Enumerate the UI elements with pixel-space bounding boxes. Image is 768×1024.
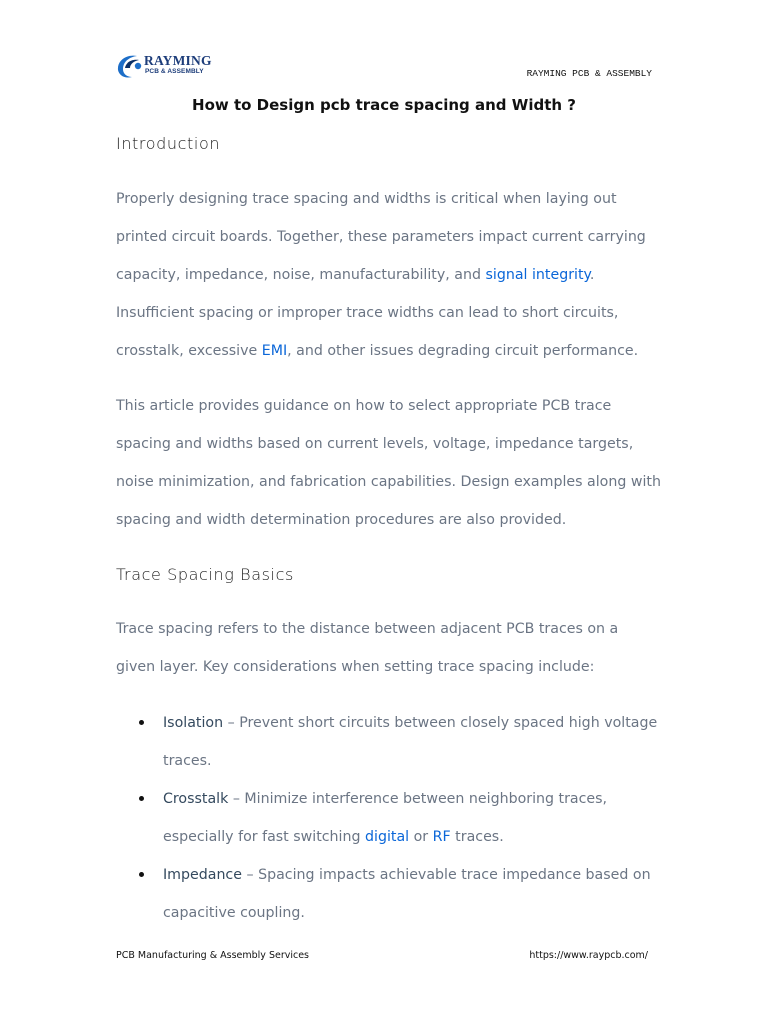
digital-link[interactable]: digital: [365, 829, 410, 845]
signal-integrity-link[interactable]: signal integrity: [485, 267, 590, 283]
isolation-description: – Prevent short circuits between closely spaced high voltage traces.: [163, 715, 658, 769]
term-crosstalk: Crosstalk: [163, 791, 229, 807]
list-item-impedance: [116, 856, 661, 932]
rf-link[interactable]: RF: [432, 829, 451, 845]
basics-paragraph-1: Trace spacing refers to the distance between adjacent PCB traces on a given layer. Key considerations when setting trace spacing include:: [116, 621, 619, 675]
list-item-crosstalk: [116, 780, 661, 856]
term-isolation: Isolation: [163, 715, 224, 731]
footer-services-text: PCB Manufacturing & Assembly Services: [116, 950, 310, 961]
header-company-name: RAYMING PCB & ASSEMBLY: [526, 68, 652, 79]
logo-subtitle-text: PCB & ASSEMBLY: [145, 68, 204, 75]
list-item-isolation: [116, 704, 661, 780]
intro-p1-text-2: . Insufficient spacing or improper trace widths can lead to short circuits, crosstalk, excessive: [116, 267, 619, 359]
emi-link[interactable]: EMI: [261, 343, 288, 359]
heading-trace-spacing-basics: Trace Spacing Basics: [116, 565, 294, 584]
bullet-icon: [139, 872, 144, 877]
heading-introduction: Introduction: [116, 134, 221, 153]
crosstalk-mid-text: or: [409, 829, 433, 845]
bullet-icon: [139, 720, 144, 725]
intro-paragraph-2: This article provides guidance on how to select appropriate PCB trace spacing and widths based on current levels, voltage, impedance targets, noise minimization, and fabrication capabilities. Design examples along with spacing and width determination procedures are also provided.: [116, 398, 661, 528]
impedance-description: – Spacing impacts achievable trace impedance based on capacitive coupling.: [163, 867, 651, 921]
term-impedance: Impedance: [163, 867, 242, 883]
intro-p1-text-1: Properly designing trace spacing and widths is critical when laying out printed circuit boards. Together, these parameters impact current carrying capacity, impedance, noise, manufacturability, and: [116, 191, 646, 283]
company-logo: [115, 50, 215, 82]
crosstalk-end-text: traces.: [450, 829, 504, 845]
intro-p1-text-3: , and other issues degrading circuit performance.: [287, 343, 639, 359]
logo-brand-text: RAYMING: [144, 53, 212, 68]
bullet-icon: [139, 796, 144, 801]
document-title: How to Design pcb trace spacing and Width ?: [192, 96, 576, 114]
crosstalk-description: – Minimize interference between neighboring traces, especially for fast switching: [163, 791, 608, 845]
considerations-list: [116, 704, 661, 932]
intro-paragraph-1: [116, 180, 661, 370]
rayming-logo-icon: [115, 52, 145, 80]
footer-url-link[interactable]: https://www.raypcb.com/: [529, 950, 648, 961]
